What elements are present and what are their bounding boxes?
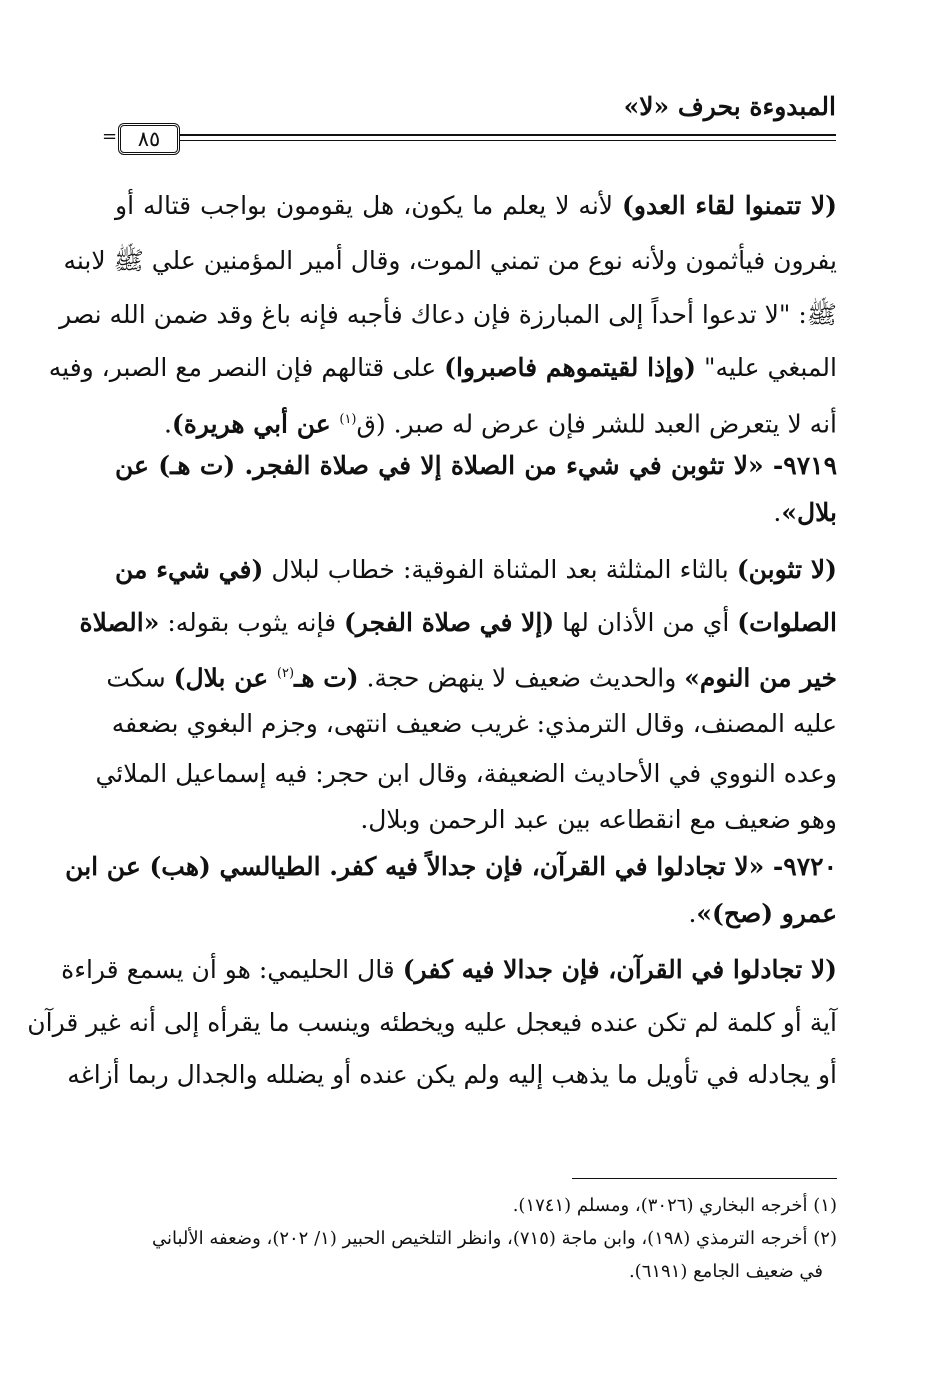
- hadith-heading: ٩٧٢٠- «لا تجادلوا في القرآن، فإن جدالاً فيه كفر. الطيالسي (هب) عن ابن: [65, 852, 837, 881]
- running-title: المبدوءة بحرف «لا»: [623, 92, 836, 121]
- hadith-heading: ٩٧١٩- «لا تثوبن في شيء من الصلاة إلا في صلاة الفجر. (ت هـ) عن: [115, 451, 837, 480]
- text-line: المبغي عليه" (وإذا لقيتموهم فاصبروا) على قتالهم فإن النصر مع الصبر، وفيه: [48, 353, 837, 382]
- header-rule: [180, 134, 836, 136]
- text-line: الصلوات) أي من الأذان لها (إلا في صلاة الفجر) فإنه يثوب بقوله: «الصلاة: [79, 608, 837, 637]
- footnote: (٢) أخرجه الترمذي (١٩٨)، وابن ماجة (٧١٥)، وانظر التلخيص الحبير (١/ ٢٠٢)، وضعفه الألباني: [151, 1228, 837, 1249]
- text-line: أنه لا يتعرض العبد للشر فإن عرض له صبر. (ق$^{(١)}$ عن أبي هريرة).: [163, 409, 837, 439]
- page-number-frame: [118, 123, 180, 155]
- text-line: عليه المصنف، وقال الترمذي: غريب ضعيف انتهى، وجزم البغوي بضعفه: [111, 709, 837, 738]
- text-line: (لا تثوبن) بالثاء المثلثة بعد المثناة الفوقية: خطاب لبلال (في شيء من: [115, 555, 837, 584]
- header-rule-thin: [180, 140, 836, 141]
- text-line: (لا تجادلوا في القرآن، فإن جدالا فيه كفر) قال الحليمي: هو أن يسمع قراءة: [61, 955, 837, 984]
- frame-ornament: =: [102, 126, 118, 147]
- text-line: وهو ضعيف مع انقطاعه بين عبد الرحمن وبلال.: [360, 805, 837, 834]
- text-line: أو يجادله في تأويل ما يذهب إليه ولم يكن عنده أو يضلله والجدال ربما أزاغه: [67, 1060, 837, 1089]
- text-line: يفرون فيأثمون ولأنه نوع من تمني الموت، وقال أمير المؤمنين علي ﷺ لابنه: [63, 246, 837, 275]
- hadith-heading-end: عمرو (صح)».: [688, 899, 837, 928]
- footnote-rule: [572, 1178, 837, 1179]
- page-number: ٨٥: [137, 127, 161, 151]
- text-line: آية أو كلمة لم تكن عنده فيعجل عليه ويخطئه وينسب ما يقرأه إلى أنه غير قرآن: [27, 1008, 837, 1037]
- text-line: خير من النوم» والحديث ضعيف لا ينهض حجة. (ت هـ$^{(٢)}$ عن بلال) سكت: [106, 663, 837, 693]
- footnote: (١) أخرجه البخاري (٣٠٢٦)، ومسلم (١٧٤١).: [512, 1195, 837, 1216]
- text-line: (لا تتمنوا لقاء العدو) لأنه لا يعلم ما يكون، هل يقومون بواجب قتاله أو: [115, 191, 837, 220]
- footnote-continuation: في ضعيف الجامع (٦١٩١).: [628, 1261, 823, 1282]
- hadith-heading-end: بلال».: [773, 498, 837, 527]
- text-line: وعده النووي في الأحاديث الضعيفة، وقال ابن حجر: فيه إسماعيل الملائي: [95, 759, 837, 788]
- text-line: ﷺ: "لا تدعوا أحداً إلى المبارزة فإن دعاك فأجبه فإنه باغ وقد ضمن الله نصر: [59, 300, 837, 329]
